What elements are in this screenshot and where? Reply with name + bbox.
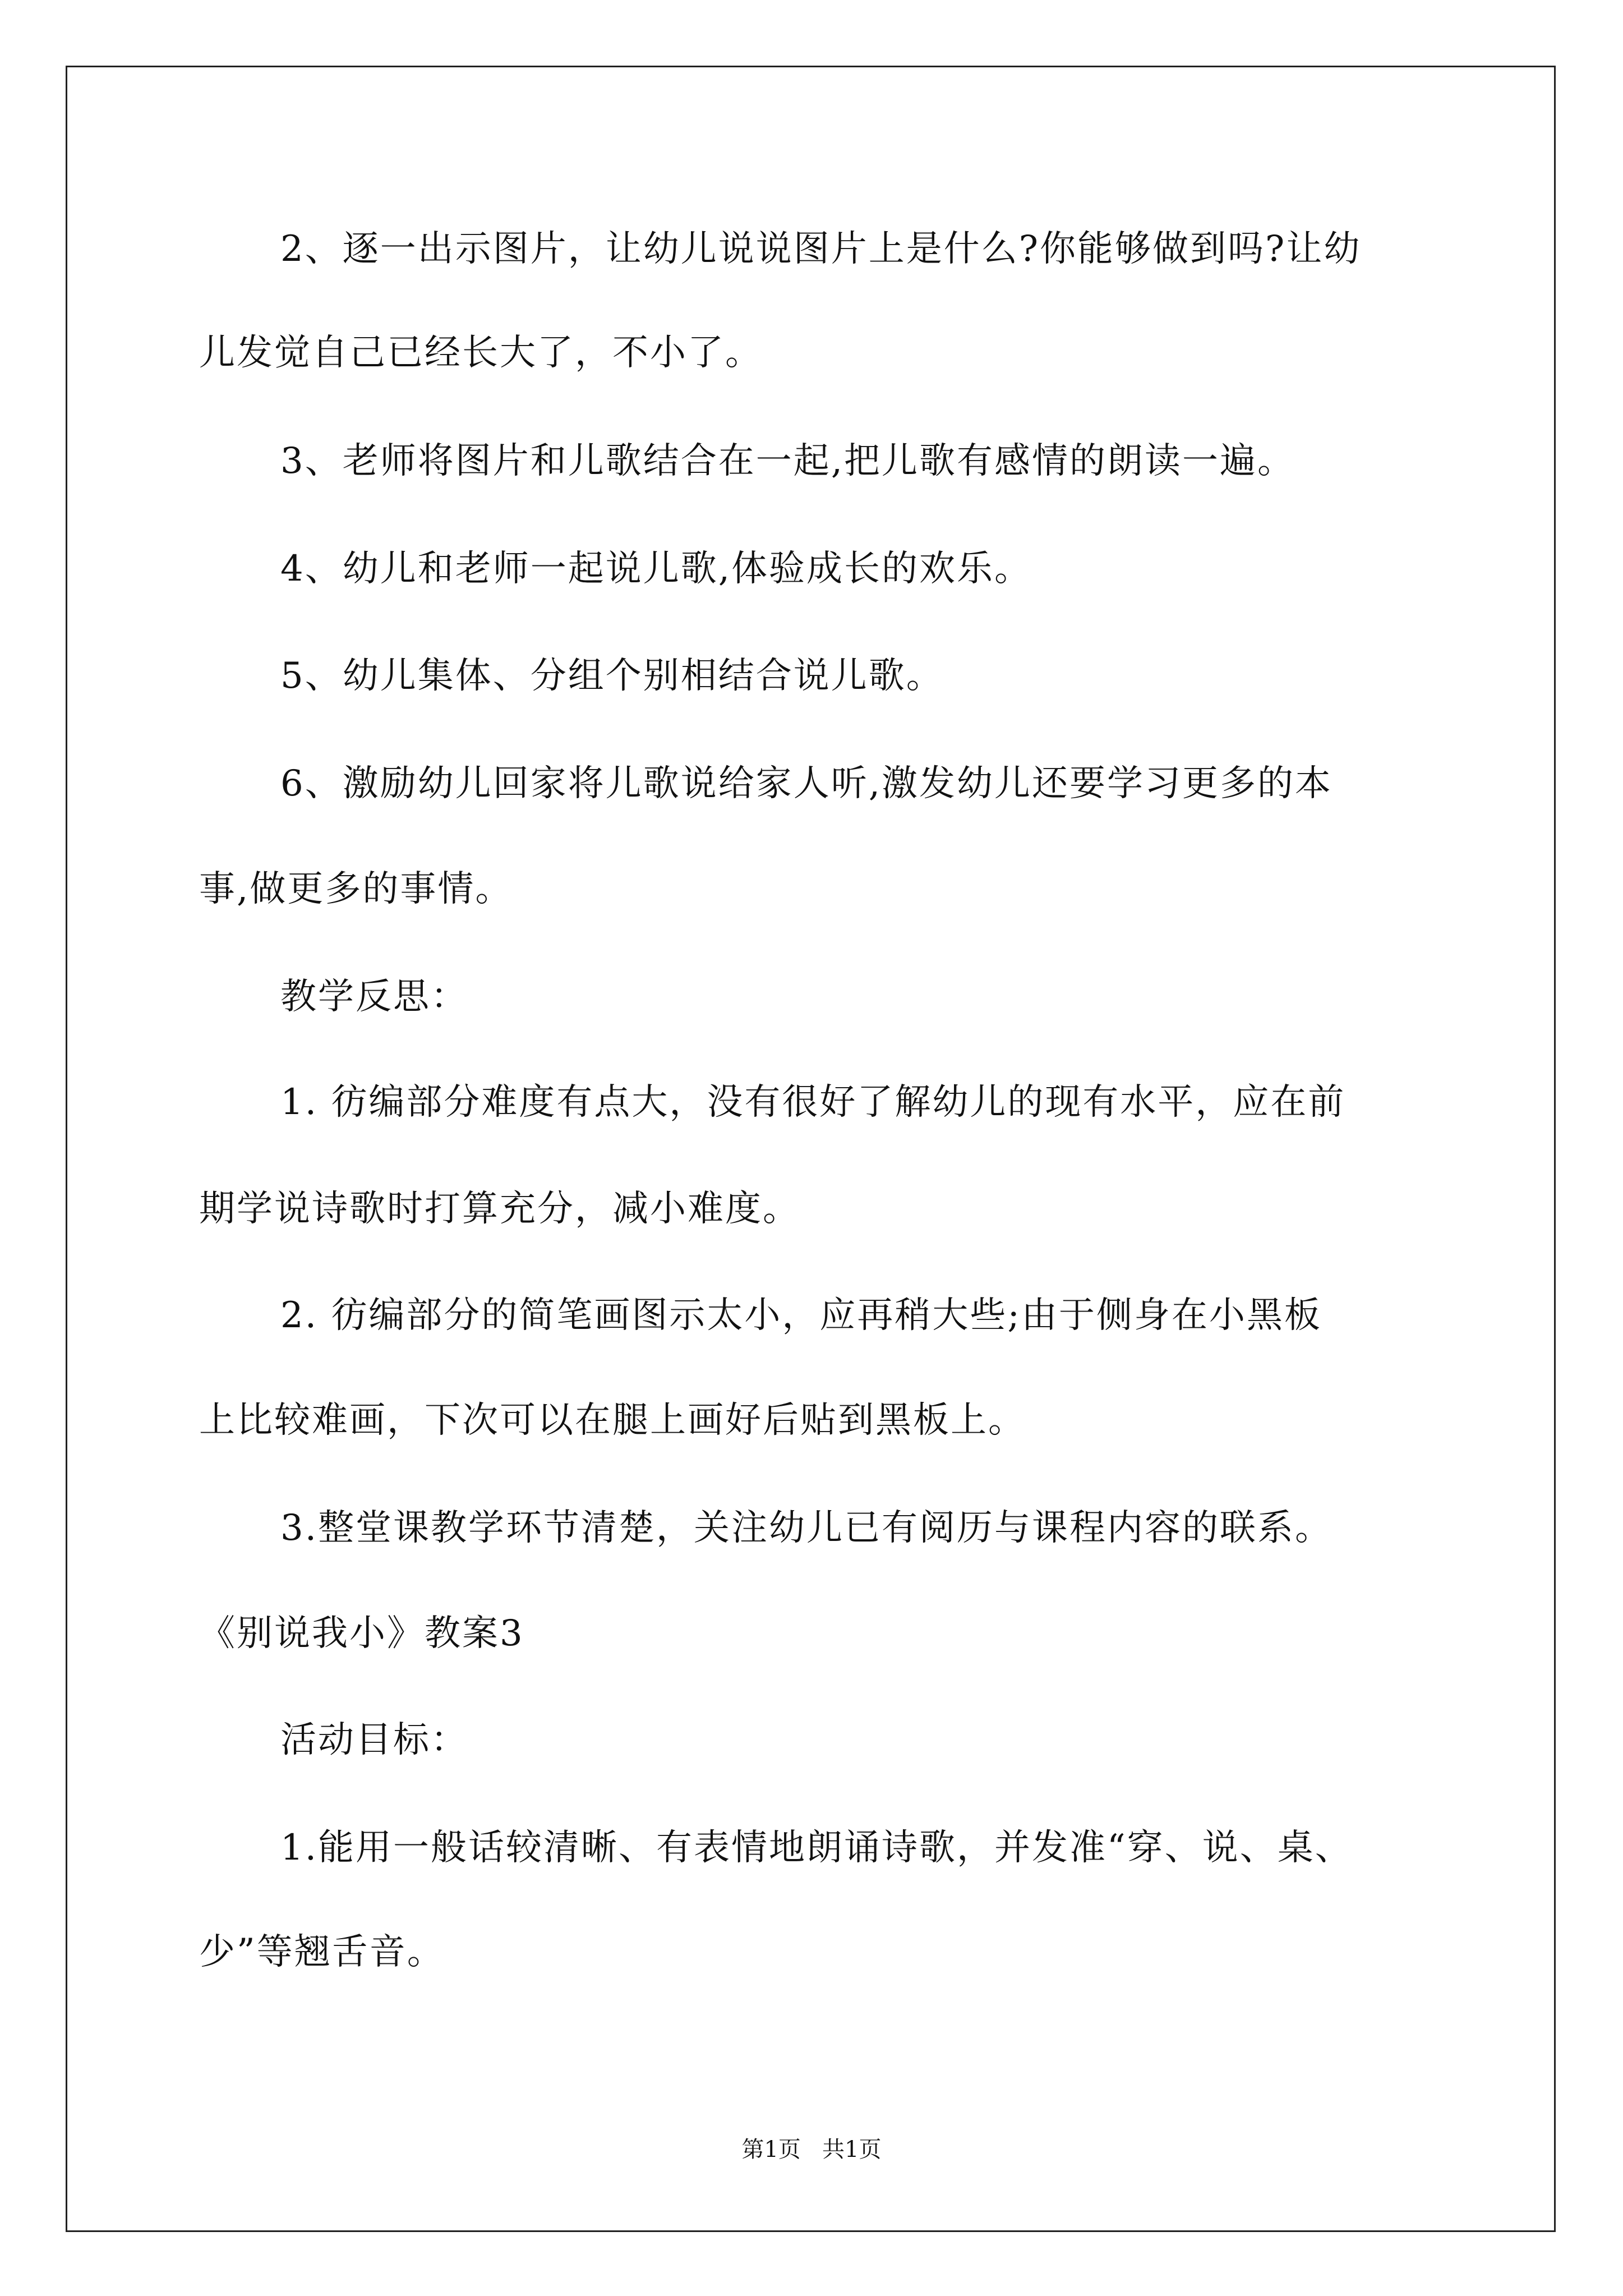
section-heading: 活动目标： <box>280 1719 468 1761</box>
page-footer <box>0 2137 1623 2162</box>
paragraph-line: 3.整堂课教学环节清楚，关注幼儿已有阅历与课程内容的联系。 <box>280 1507 1333 1549</box>
paragraph-line: 4、幼儿和老师一起说儿歌,体验成长的欢乐。 <box>280 548 1032 590</box>
paragraph-line: 5、幼儿集体、分组个别相结合说儿歌。 <box>280 655 944 697</box>
paragraph-line: 儿发觉自己已经长大了，不小了。 <box>199 332 763 374</box>
paragraph-line: 少”等翘舌音。 <box>199 1931 445 1973</box>
paragraph-line: 2、逐一出示图片，让幼儿说说图片上是什么?你能够做到吗?让幼 <box>280 228 1362 270</box>
paragraph-line: 期学说诗歌时打算充分，减小难度。 <box>199 1188 800 1230</box>
paragraph-line: 1. 彷编部分难度有点大，没有很好了解幼儿的现有水平，应在前 <box>280 1082 1346 1123</box>
section-heading: 教学反思： <box>280 976 468 1018</box>
paragraph-line: 上比较难画，下次可以在腿上画好后贴到黑板上。 <box>199 1400 1026 1441</box>
paragraph-line: 事,做更多的事情。 <box>199 868 513 910</box>
paragraph-line: 3、老师将图片和儿歌结合在一起,把儿歌有感情的朗读一遍。 <box>280 440 1295 482</box>
page-number: 第1页 共1页 <box>741 2137 882 2162</box>
paragraph-line: 6、激励幼儿回家将儿歌说给家人听,激发幼儿还要学习更多的本 <box>280 763 1333 804</box>
page-border <box>66 66 1556 2232</box>
paragraph-line: 2. 彷编部分的简笔画图示太小，应再稍大些;由于侧身在小黑板 <box>280 1295 1322 1336</box>
document-title: 《别说我小》教案3 <box>199 1613 524 1654</box>
paragraph-line: 1.能用一般话较清晰、有表情地朗诵诗歌，并发准“穿、说、桌、 <box>280 1827 1353 1869</box>
